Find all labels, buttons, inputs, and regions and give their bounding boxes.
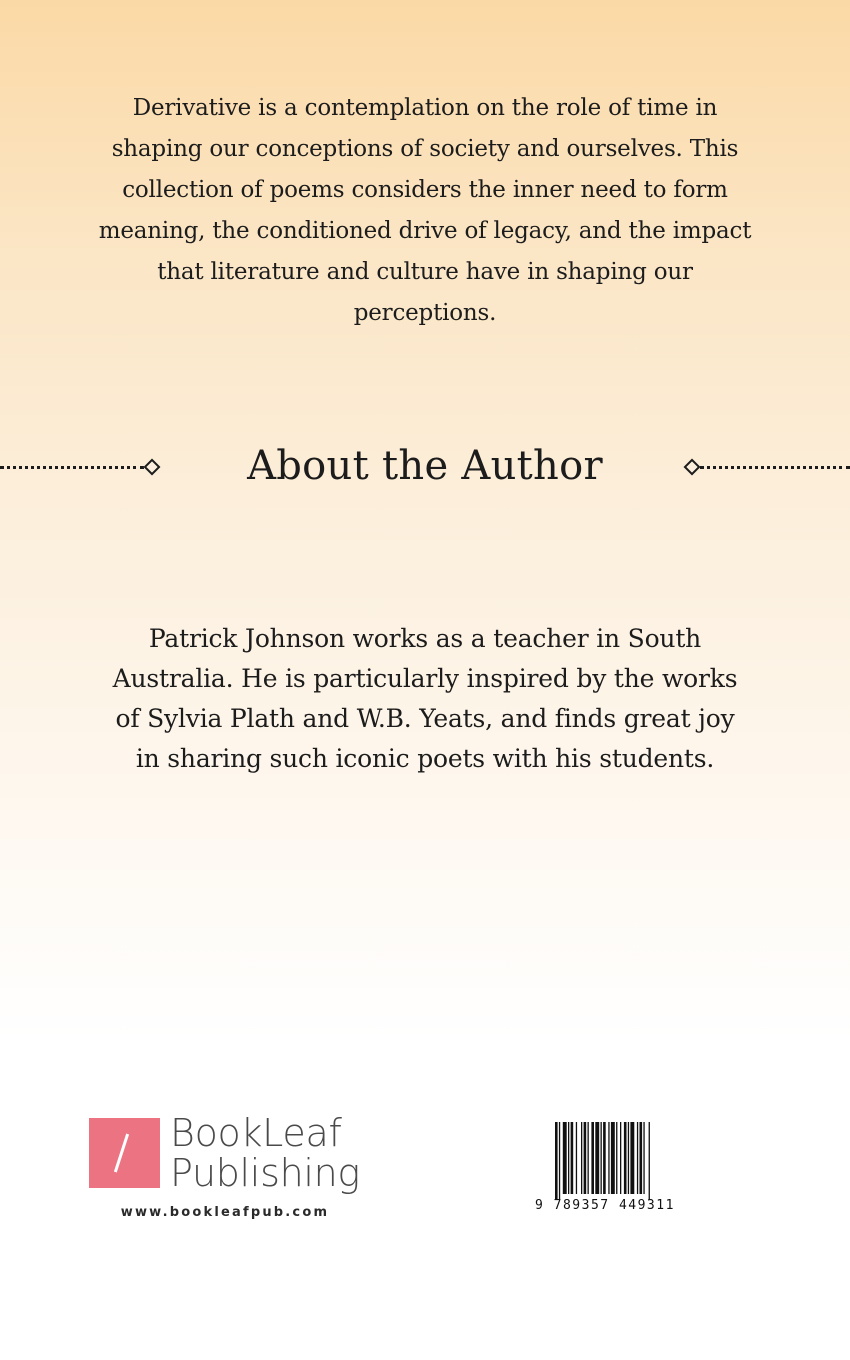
publisher-name-line2: Publishing (170, 1151, 360, 1195)
barcode-bar (640, 1122, 643, 1194)
about-heading-row (0, 440, 850, 496)
dotted-divider-right (700, 466, 850, 469)
barcode-bar (584, 1122, 587, 1194)
bio-line: Patrick Johnson works as a teacher in South (148, 624, 702, 653)
barcode-bar (649, 1122, 650, 1200)
barcode-bar (591, 1122, 594, 1194)
bookleaf-logo-icon (89, 1118, 160, 1188)
barcode-bar (608, 1122, 609, 1194)
dotted-divider-left (0, 466, 144, 469)
blurb-line: shaping our conceptions of society and ourselves. This (111, 136, 739, 162)
logo-slash (114, 1134, 129, 1173)
barcode-bar (603, 1122, 606, 1194)
barcode-bar (571, 1122, 574, 1194)
barcode-bar (624, 1122, 627, 1194)
blurb-line: meaning, the conditioned drive of legacy, and the impact (98, 218, 752, 244)
blurb-line: collection of poems considers the inner need to form (122, 177, 728, 203)
barcode-bar (637, 1122, 638, 1194)
barcode-bar (630, 1122, 634, 1194)
barcode-bar (611, 1122, 615, 1194)
barcode-bar (616, 1122, 617, 1194)
barcode-bar (588, 1122, 589, 1194)
barcode-bar (568, 1122, 569, 1194)
publisher-name-line1: BookLeaf (170, 1111, 342, 1155)
barcode-bar (628, 1122, 629, 1194)
about-author-heading: About the Author (247, 443, 603, 489)
barcode-bar (555, 1122, 558, 1200)
diamond-ornament-left-icon (144, 459, 161, 476)
barcode-bar (563, 1122, 567, 1194)
blurb-line: perceptions. (353, 300, 497, 326)
barcode-bar (643, 1122, 644, 1194)
blurb-line: that literature and culture have in shaping our (157, 259, 693, 285)
barcode-bar (595, 1122, 599, 1194)
isbn-digits: 9 789357 449311 (535, 1198, 675, 1213)
blurb-line: Derivative is a contemplation on the role of time in (132, 95, 718, 121)
publisher-url: www.bookleafpub.com (120, 1205, 330, 1220)
bio-line: Australia. He is particularly inspired by the works (112, 664, 738, 693)
barcode-bar (620, 1122, 621, 1194)
diamond-ornament-right-icon (684, 459, 701, 476)
barcode-bars-icon (535, 1120, 685, 1200)
barcode-bar (601, 1122, 602, 1194)
author-bio (70, 619, 780, 779)
barcode-bar (576, 1122, 577, 1194)
isbn-barcode (535, 1120, 685, 1216)
back-cover-blurb (70, 88, 780, 334)
barcode-bar (581, 1122, 582, 1194)
bio-line: of Sylvia Plath and W.B. Yeats, and finds great joy (115, 704, 735, 733)
bio-line: in sharing such iconic poets with his students. (135, 744, 715, 773)
barcode-bar (559, 1122, 560, 1200)
